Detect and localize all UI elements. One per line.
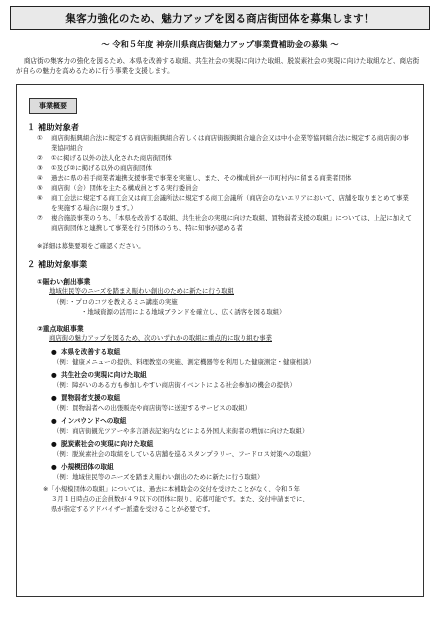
category-label: 小規模団体の取組 [61, 463, 114, 471]
item-text: ①に掲げる以外の法人化された商店街団体 [51, 154, 172, 162]
category-example: （例：脱炭素社会の取組をしている店舗を巡るスタンプラリー、フードロス対策への取組） [53, 450, 315, 458]
bustle-description: 地域住民等のニーズを踏まえ賑わい創出のために新たに行う取組 [49, 287, 235, 295]
bustle-example-2: ・地域資源の活用による地域ブランドを確立し、広く誘客を図る取組） [81, 308, 286, 316]
item-text: 商工会法に規定する商工会又は商工会議所法に規定する商工会議所（商店会のないエリアにおいて、店舗を取りまとめて事業を実施する場合に限ります。） [51, 194, 409, 212]
bullet-icon: ● [51, 463, 57, 471]
item-marker: ⑤ [37, 184, 43, 192]
category-title [51, 393, 415, 403]
eligible-item [37, 173, 415, 183]
section-projects-title: ２ 補助対象事業 [27, 259, 88, 269]
small-group-note [43, 485, 415, 515]
priority-description: 商店街の魅力アップを図るため、次のいずれかの取組に重点的に取り組む事業 [49, 334, 272, 342]
item-marker: ④ [37, 174, 43, 182]
item-text: 過去に県の若手商業者連携支援事業で事業を実施し、また、その構成員が一市町村内に留まる商業者団体 [51, 174, 352, 182]
category-title [51, 370, 415, 380]
category-example: （例：地域住民等のニーズを踏まえ賑わい創出のために新たに行う取組） [53, 473, 264, 481]
subsection-priority-title: ②重点取組事業 [37, 325, 84, 333]
category-example: （例：買物弱者への出張販売や商店街等に送迎するサービスの取組） [53, 404, 252, 412]
category-title [51, 462, 415, 472]
banner-title: 集客力強化のため、魅力アップを図る商店街団体を募集します！ [10, 6, 430, 30]
category-title [51, 416, 415, 426]
section-eligible-title: １ 補助対象者 [27, 122, 79, 132]
eligible-item [37, 163, 415, 173]
eligible-item [37, 183, 415, 193]
eligible-item [37, 153, 415, 163]
category-example: （例：障がいのある方も参加しやすい商店街イベントによる社会参加の機会の提供） [53, 381, 296, 389]
item-marker: ⑥ [37, 194, 43, 202]
item-marker: ⑦ [37, 214, 43, 222]
bullet-icon: ● [51, 394, 57, 402]
item-text: 複合施設事業のうち、「本県を改善する取組、共生社会の実現に向けた取組、買物弱者支援の取組」については、上記に加えて商店街団体と連携して事業を行う団体のうち、特に知事が認める者 [51, 214, 412, 232]
eligible-item [37, 133, 415, 153]
bustle-example-1: （例：・プロのコツを教えるミニ講座の実施 [53, 298, 178, 306]
details-note: ※詳細は募集要項をご確認ください。 [37, 242, 145, 250]
overview-tag: 事業概要 [29, 98, 77, 114]
eligible-list [27, 133, 415, 233]
category-example: （例：健康メニューの提供、料理教室の実施、測定機器等を利用した健康測定・健康相談） [53, 358, 316, 366]
note-line: ※「小規模団体の取組」については、過去に本補助金の交付を受けたことがなく、令和５年 [43, 486, 300, 493]
category-title [51, 439, 415, 449]
category-label: 買物弱者支援の取組 [61, 394, 121, 402]
item-text: ①及び②に掲げる以外の商店街団体 [51, 164, 152, 172]
category-label: インバウンドへの取組 [61, 417, 127, 425]
bullet-icon: ● [51, 371, 57, 379]
item-marker: ① [37, 134, 43, 142]
category-label: 本県を改善する取組 [61, 348, 121, 356]
eligible-item [37, 213, 415, 233]
subtitle: ～ 令和５年度 神奈川県商店街魅力アップ事業費補助金の募集 ～ [101, 39, 339, 49]
overview-box [16, 84, 424, 597]
category-example: （例：商店街観光ツアーや多言語表記案内などによる外国人来街者の増加に向けた取組） [53, 427, 309, 435]
note-line: 県が指定するアドバイザー派遣を受けることが必要です。 [51, 506, 215, 513]
item-marker: ③ [37, 164, 43, 172]
intro-paragraph: 商店街の集客力の強化を図るため、本県を改善する取組、共生社会の実現に向けた取組、脱炭素社会の実現に向けた取組など、商店街が自らの魅力を高めるために行う事業を支援します。 [16, 57, 420, 75]
bullet-icon: ● [51, 348, 57, 356]
item-text: 商店街振興組合法に規定する商店街振興組合若しくは商店街振興組合連合会又は中小企業等協同組合法に規定する商店街の事業協同組合 [51, 134, 409, 152]
category-label: 共生社会の実現に向けた取組 [61, 371, 147, 379]
category-title [51, 347, 415, 357]
item-marker: ② [37, 154, 43, 162]
bullet-icon: ● [51, 440, 57, 448]
subsection-bustle-title: ①賑わい創出事業 [37, 278, 91, 286]
item-text: 商店街（会）団体を主たる構成員とする実行委員会 [51, 184, 198, 192]
category-label: 脱炭素社会の実現に向けた取組 [61, 440, 154, 448]
note-line: ３月１日時点の正会員数が４９以下の団体に限り、応募可能です。また、交付申請までに、 [51, 496, 309, 503]
eligible-item [37, 193, 415, 213]
bullet-icon: ● [51, 417, 57, 425]
